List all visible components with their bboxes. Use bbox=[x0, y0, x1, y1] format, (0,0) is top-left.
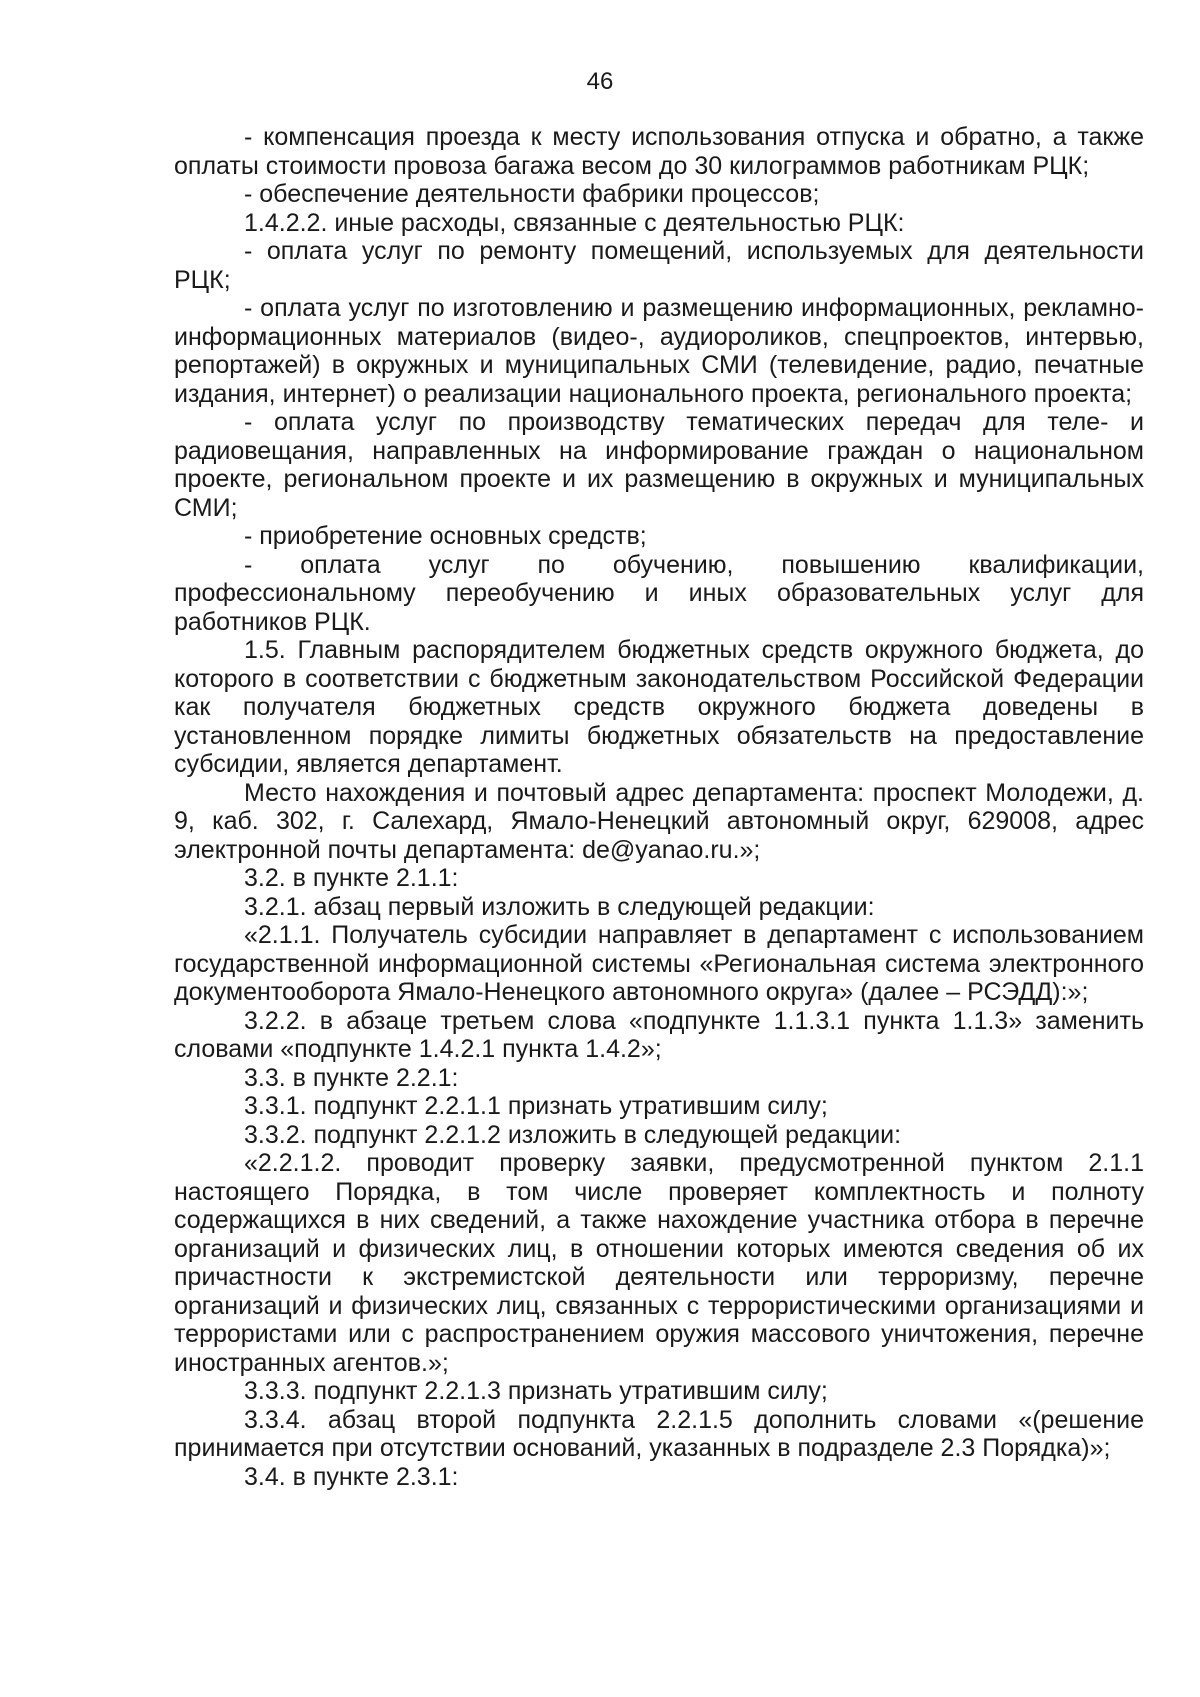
paragraph: - оплата услуг по ремонту помещений, используемых для деятельности РЦК; bbox=[174, 237, 1144, 294]
paragraph: 3.2.1. абзац первый изложить в следующей редакции: bbox=[244, 892, 875, 921]
paragraph: 3.3.1. подпункт 2.2.1.1 признать утратившим силу; bbox=[244, 1092, 828, 1120]
paragraph: «2.1.1. Получатель субсидии направляет в департамент с использованием государственной информационной системы «Региональная система электронного документооборота Ямало-Ненецкого автономного округа» (далее – РСЭДД):»; bbox=[174, 921, 1144, 1006]
document-body bbox=[174, 123, 1144, 1491]
paragraph: - компенсация проезда к месту использования отпуска и обратно, а также оплаты стоимости провоза багажа весом до 30 килограммов работникам РЦК; bbox=[174, 123, 1144, 180]
paragraph: 3.3.3. подпункт 2.2.1.3 признать утратившим силу; bbox=[244, 1377, 828, 1405]
paragraph: - оплата услуг по обучению, повышению квалификации, профессиональному переобучению и иных образовательных услуг для работников РЦК. bbox=[174, 550, 1144, 636]
paragraph: Место нахождения и почтовый адрес департамента: проспект Молодежи, д. 9, каб. 302, г. Салехард, Ямало-Ненецкий автономный округ, 629008, адрес электронной почты департамента: de@yanao.ru.»; bbox=[174, 778, 1144, 864]
paragraph: 3.2.2. в абзаце третьем слова «подпункте 1.1.3.1 пункта 1.1.3» заменить словами «подпункте 1.4.2.1 пункта 1.4.2»; bbox=[174, 1006, 1144, 1063]
paragraph: 3.3.2. подпункт 2.2.1.2 изложить в следующей редакции: bbox=[244, 1120, 902, 1149]
paragraph: - обеспечение деятельности фабрики процессов; bbox=[244, 180, 820, 208]
paragraph: 1.4.2.2. иные расходы, связанные с деятельностью РЦК: bbox=[244, 208, 905, 237]
paragraph: 3.4. в пункте 2.3.1: bbox=[244, 1462, 459, 1491]
paragraph: 1.5. Главным распорядителем бюджетных средств окружного бюджета, до которого в соответствии с бюджетным законодательством Российской Федерации как получателя бюджетных средств окружного бюджета доведены в установленном порядке лимиты бюджетных обязательств на предоставление субсидии, является департамент. bbox=[174, 636, 1144, 778]
paragraph: - оплата услуг по изготовлению и размещению информационных, рекламно-информационных материалов (видео-, аудиороликов, спецпроектов, интервью, репортажей) в окружных и муниципальных СМИ (телевидение, радио, печатные издания, интернет) о реализации национального проекта, регионального проекта; bbox=[174, 294, 1144, 408]
paragraph: - приобретение основных средств; bbox=[244, 522, 647, 550]
page-number: 46 bbox=[586, 68, 614, 95]
paragraph: 3.2. в пункте 2.1.1: bbox=[244, 864, 459, 892]
paragraph: - оплата услуг по производству тематических передач для теле- и радиовещания, направленных на информирование граждан о национальном проекте, региональном проекте и их размещению в окружных и муниципальных СМИ; bbox=[174, 408, 1144, 522]
paragraph: «2.2.1.2. проводит проверку заявки, предусмотренной пунктом 2.1.1 настоящего Порядка, в том числе проверяет комплектность и полноту содержащихся в них сведений, а также нахождение участника отбора в перечне организаций и физических лиц, в отношении которых имеются сведения об их причастности к экстремистской деятельности или терроризму, перечне организаций и физических лиц, связанных с террористическими организациями и террористами или с распространением оружия массового уничтожения, перечне иностранных агентов.»; bbox=[174, 1149, 1144, 1377]
paragraph: 3.3.4. абзац второй подпункта 2.2.1.5 дополнить словами «(решение принимается при отсутствии оснований, указанных в подразделе 2.3 Порядка)»; bbox=[174, 1405, 1144, 1462]
paragraph: 3.3. в пункте 2.2.1: bbox=[244, 1063, 459, 1092]
